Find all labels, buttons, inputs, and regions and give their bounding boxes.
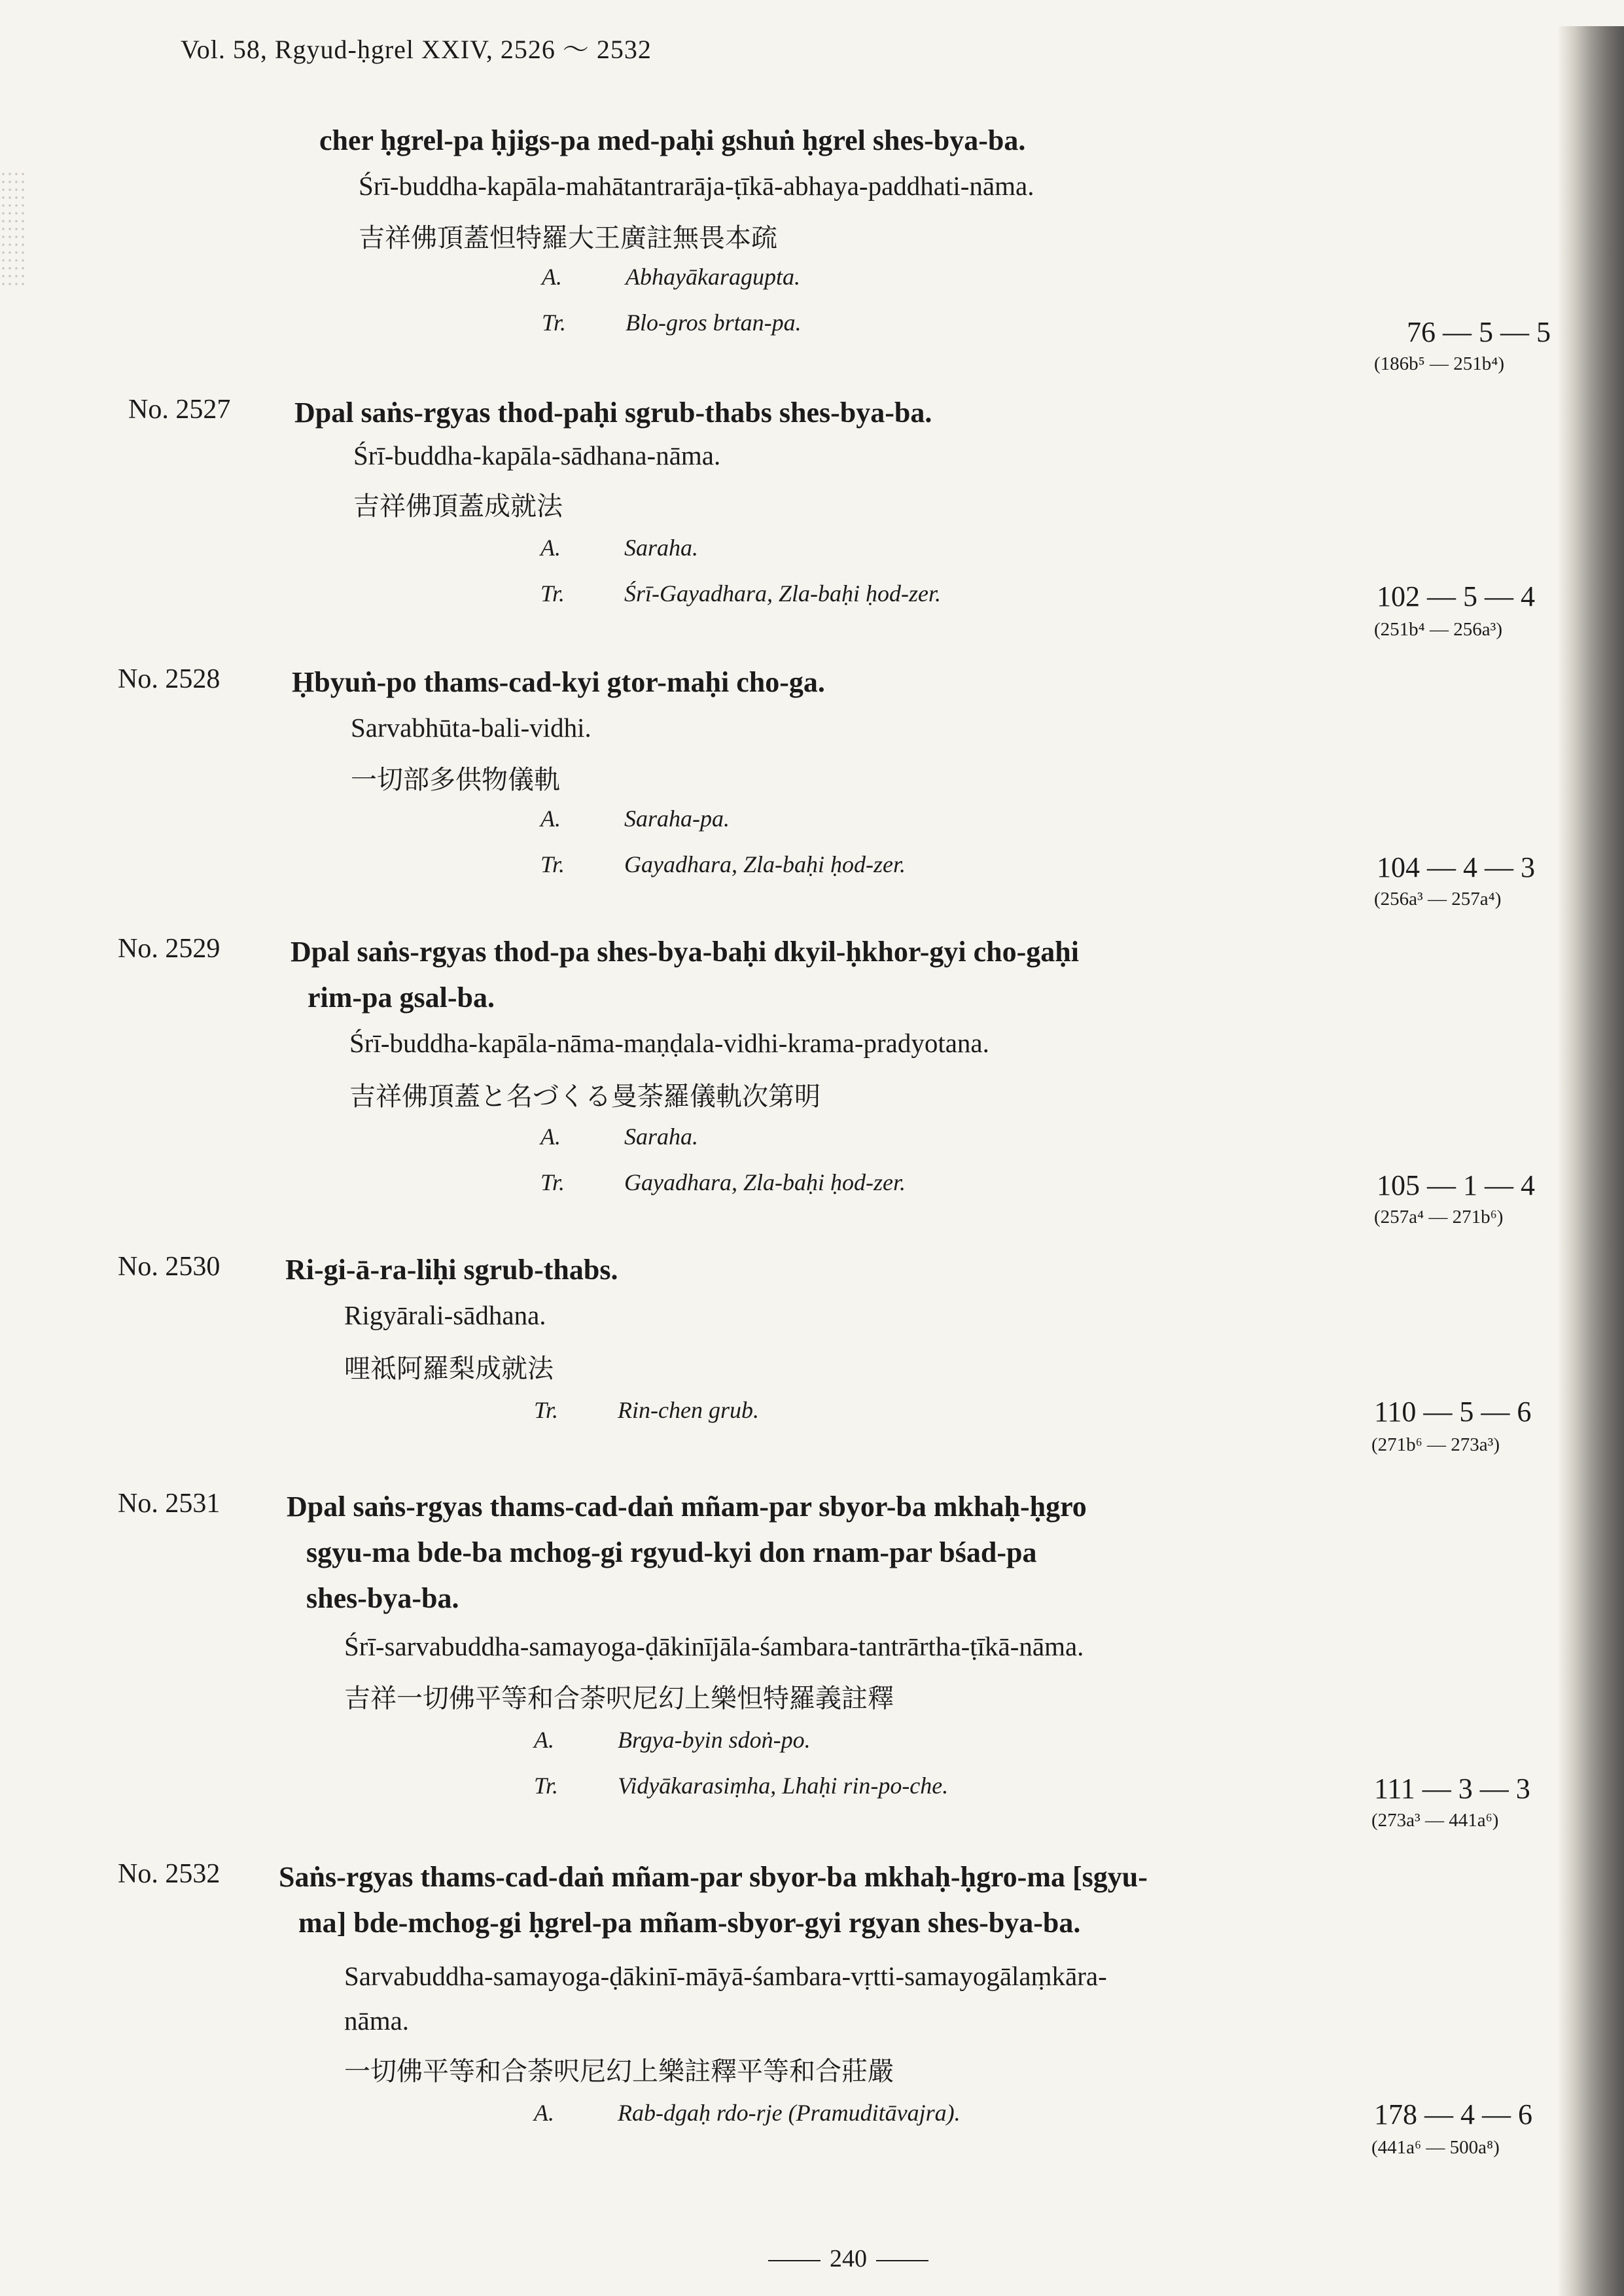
folio-range: (271b⁶ — 273a³)	[1371, 1434, 1500, 1455]
page-number-rule	[876, 2260, 928, 2261]
volume-reference: 104 — 4 — 3	[1377, 851, 1535, 883]
sanskrit-title: Śrī-buddha-kapāla-sādhana-nāma.	[353, 440, 721, 470]
chinese-title: 吉祥一切佛平等和合荼呎尼幻上樂怛特羅義註釋	[344, 1684, 894, 1714]
page-number-rule	[768, 2260, 821, 2261]
chinese-title: 吉祥佛頂蓋怛特羅大王廣註無畏本疏	[359, 223, 777, 253]
chinese-title: 吉祥佛頂蓋成就法	[353, 491, 563, 521]
sanskrit-title	[344, 1954, 1107, 2043]
chinese-title: 一切佛平等和合荼呎尼幻上樂註釋平等和合莊嚴	[344, 2057, 894, 2087]
sanskrit-title: Śrī-sarvabuddha-samayoga-ḍākinījāla-śambara-tantrārtha-ṭīkā-nāma.	[344, 1631, 1084, 1661]
tibetan-title	[319, 118, 1025, 164]
tibetan-title-line: shes-bya-ba.	[306, 1582, 459, 1614]
tibetan-title-line: sgyu-ma bde-ba mchog-gi rgyud-kyi don rnam-par bśad-pa	[306, 1536, 1037, 1568]
tibetan-title	[285, 1247, 618, 1293]
credit-author: A. Abhayākaragupta.	[542, 264, 800, 290]
credit-name: Vidyākarasiṃha, Lhaḥi rin-po-che.	[618, 1773, 949, 1799]
entry-number: No. 2531	[118, 1489, 221, 1519]
credit-name: Rin-chen grub.	[618, 1397, 759, 1423]
credit-author: A. Saraha.	[540, 1123, 699, 1150]
credit-name: Blo-gros brtan-pa.	[626, 309, 802, 336]
credit-author: A. Rab-dgaḥ rdo-rje (Pramuditāvajra).	[534, 2100, 961, 2126]
chinese-title: 哩祗阿羅梨成就法	[344, 1354, 554, 1384]
entry-number: No. 2529	[118, 934, 221, 964]
volume-reference: 111 — 3 — 3	[1374, 1773, 1530, 1805]
credit-name: Rab-dgaḥ rdo-rje (Pramuditāvajra).	[618, 2100, 961, 2126]
credit-name: Gayadhara, Zla-baḥi ḥod-zer.	[624, 851, 906, 877]
folio-range: (441a⁶ — 500a⁸)	[1371, 2137, 1500, 2158]
entry-number: No. 2532	[118, 1859, 221, 1889]
tibetan-title	[292, 660, 825, 705]
tibetan-title-line: Dpal saṅs-rgyas thod-paḥi sgrub-thabs shes-bya-ba.	[294, 397, 932, 429]
credit-author: A. Saraha.	[540, 535, 699, 561]
page-number: 240	[759, 2244, 938, 2273]
tibetan-title-line: Ri-gi-ā-ra-liḥi sgrub-thabs.	[285, 1254, 618, 1286]
volume-reference: 110 — 5 — 6	[1374, 1396, 1532, 1428]
sanskrit-title: Śrī-buddha-kapāla-nāma-maṇḍala-vidhi-krama-pradyotana.	[349, 1028, 989, 1058]
entry-number: No. 2528	[118, 664, 221, 694]
tibetan-title-line: Dpal saṅs-rgyas thod-pa shes-bya-baḥi dkyil-ḥkhor-gyi cho-gaḥi	[291, 936, 1079, 968]
page-edge-speckle	[0, 170, 26, 288]
sanskrit-title: Śrī-buddha-kapāla-mahātantrarāja-ṭīkā-abhaya-paddhati-nāma.	[359, 171, 1034, 201]
tibetan-title-line: Dpal saṅs-rgyas thams-cad-daṅ mñam-par sbyor-ba mkhaḥ-ḥgro	[287, 1491, 1087, 1523]
tibetan-title	[287, 1484, 1087, 1621]
tibetan-title-line: Saṅs-rgyas thams-cad-daṅ mñam-par sbyor-ba mkhaḥ-ḥgro-ma [sgyu-	[279, 1861, 1148, 1893]
credit-author: A. Brgya-byin sdoṅ-po.	[534, 1727, 811, 1753]
folio-range: (251b⁴ — 256a³)	[1374, 619, 1502, 640]
sanskrit-title: Sarvabhūta-bali-vidhi.	[351, 713, 591, 743]
credit-name: Saraha.	[624, 535, 699, 561]
volume-reference: 102 — 5 — 4	[1377, 580, 1535, 612]
credit-author: A. Saraha-pa.	[540, 805, 730, 832]
sanskrit-title-line: Sarvabuddha-samayoga-ḍākinī-māyā-śambara-vṛtti-samayogālaṃkāra-	[344, 1961, 1107, 1991]
chinese-title: 一切部多供物儀軌	[351, 765, 560, 795]
credit-name: Saraha.	[624, 1123, 699, 1150]
credit-translator: Tr. Blo-gros brtan-pa.	[542, 309, 802, 336]
volume-reference: 178 — 4 — 6	[1374, 2098, 1532, 2130]
sanskrit-title: Rigyārali-sādhana.	[344, 1300, 546, 1330]
credit-name: Śrī-Gayadhara, Zla-baḥi ḥod-zer.	[624, 580, 941, 607]
credit-translator: Tr. Gayadhara, Zla-baḥi ḥod-zer.	[540, 1169, 906, 1195]
credit-name: Brgya-byin sdoṅ-po.	[618, 1727, 811, 1753]
volume-reference: 105 — 1 — 4	[1377, 1169, 1535, 1201]
credit-translator: Tr. Śrī-Gayadhara, Zla-baḥi ḥod-zer.	[540, 580, 941, 607]
tibetan-title-line: rim-pa gsal-ba.	[308, 981, 495, 1014]
entry-number: No. 2530	[118, 1252, 221, 1282]
folio-range: (256a³ — 257a⁴)	[1374, 889, 1502, 910]
tibetan-title	[291, 929, 1079, 1021]
folio-range: (273a³ — 441a⁶)	[1371, 1810, 1499, 1831]
credit-translator: Tr. Vidyākarasiṃha, Lhaḥi rin-po-che.	[534, 1773, 949, 1799]
sanskrit-title-line: nāma.	[344, 2005, 410, 2036]
credit-name: Gayadhara, Zla-baḥi ḥod-zer.	[624, 1169, 906, 1195]
volume-reference: 76 — 5 — 5	[1407, 316, 1551, 348]
tibetan-title-line: cher ḥgrel-pa ḥjigs-pa med-paḥi gshuṅ ḥgrel shes-bya-ba.	[319, 124, 1026, 156]
folio-range: (186b⁵ — 251b⁴)	[1374, 353, 1505, 374]
chinese-title: 吉祥佛頂蓋と名づくる曼荼羅儀軌次第明	[349, 1082, 821, 1112]
tibetan-title	[279, 1854, 1148, 1946]
credit-translator: Tr. Gayadhara, Zla-baḥi ḥod-zer.	[540, 851, 906, 877]
tibetan-title-line: ma] bde-mchog-gi ḥgrel-pa mñam-sbyor-gyi rgyan shes-bya-ba.	[298, 1907, 1081, 1939]
tibetan-title-line: Ḥbyuṅ-po thams-cad-kyi gtor-maḥi cho-ga.	[292, 666, 825, 698]
credit-translator: Tr. Rin-chen grub.	[534, 1397, 759, 1423]
credit-name: Abhayākaragupta.	[626, 264, 800, 290]
credit-name: Saraha-pa.	[624, 805, 730, 832]
page-edge-shadow	[1559, 26, 1624, 2296]
tibetan-title	[294, 390, 932, 436]
entry-number: No. 2527	[128, 395, 231, 425]
running-header: Vol. 58, Rgyud-ḥgrel XXIV, 2526 ～ 2532	[181, 35, 652, 64]
folio-range: (257a⁴ — 271b⁶)	[1374, 1207, 1504, 1227]
